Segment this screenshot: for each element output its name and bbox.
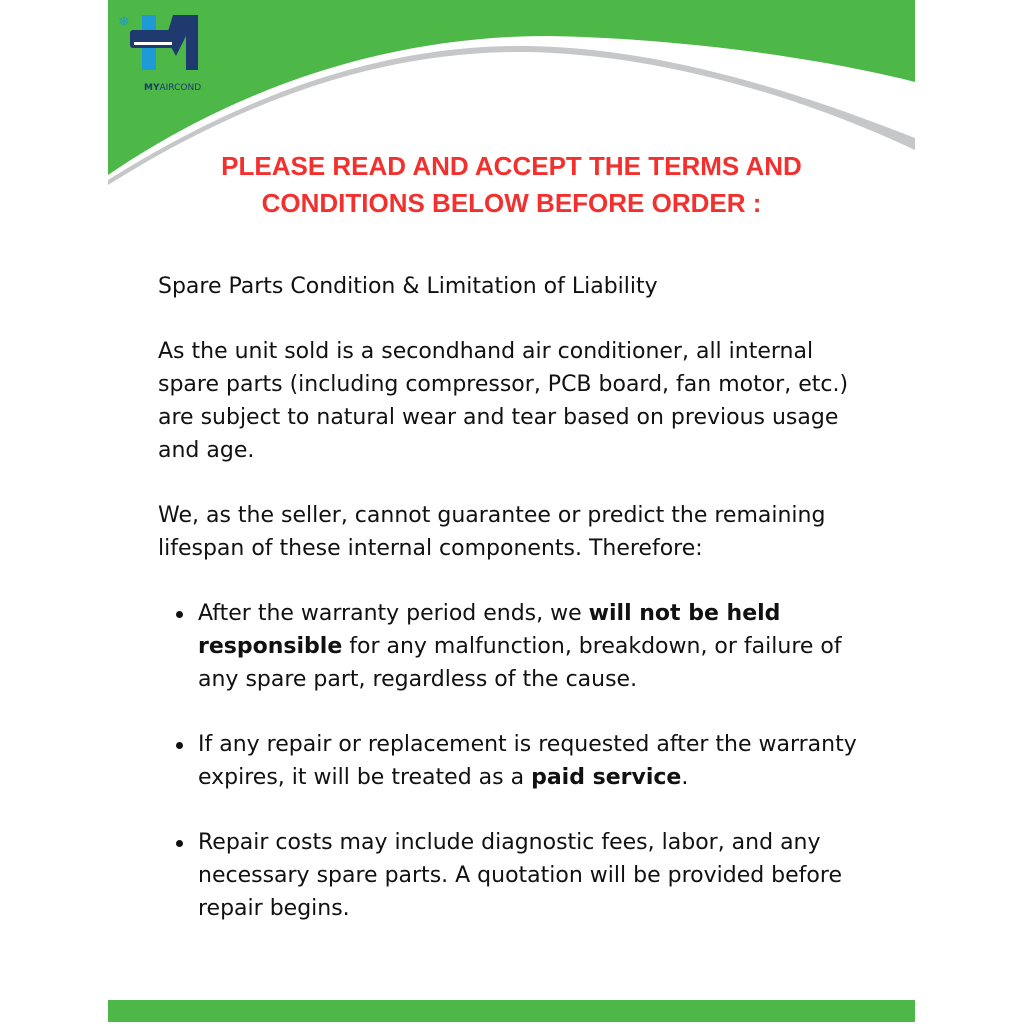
list-item: After the warranty period ends, we will not be held responsible for any malfunction, breakdown, or failure of any spare part, regardless of the cause. (198, 597, 878, 696)
title-line-1: PLEASE READ AND ACCEPT THE TERMS AND (221, 151, 802, 181)
terms-poster (108, 0, 915, 1024)
title-line-2: CONDITIONS BELOW BEFORE ORDER : (261, 188, 762, 218)
paragraph-2: We, as the seller, cannot guarantee or predict the remaining lifespan of these internal components. Therefore: (158, 503, 826, 561)
paragraph-1: As the unit sold is a secondhand air conditioner, all internal spare parts (including compressor, PCB board, fan motor, etc.) are subject to natural wear and tear based on previous usage and age. (158, 339, 849, 463)
list-item: Repair costs may include diagnostic fees, labor, and any necessary spare parts. A quotation will be provided before repair begins. (198, 826, 878, 925)
terms-body (158, 270, 878, 957)
svg-text:❄: ❄ (118, 14, 130, 30)
logo-text: MYAIRCOND (144, 83, 202, 93)
myaircond-logo (118, 8, 208, 93)
terms-list (158, 597, 878, 925)
list-item: If any repair or replacement is requested after the warranty expires, it will be treated as a paid service. (198, 728, 878, 794)
logo-mark-icon (118, 8, 208, 78)
footer-bar (108, 1000, 915, 1022)
page-title (108, 148, 915, 222)
section-heading: Spare Parts Condition & Limitation of Liability (158, 274, 658, 299)
